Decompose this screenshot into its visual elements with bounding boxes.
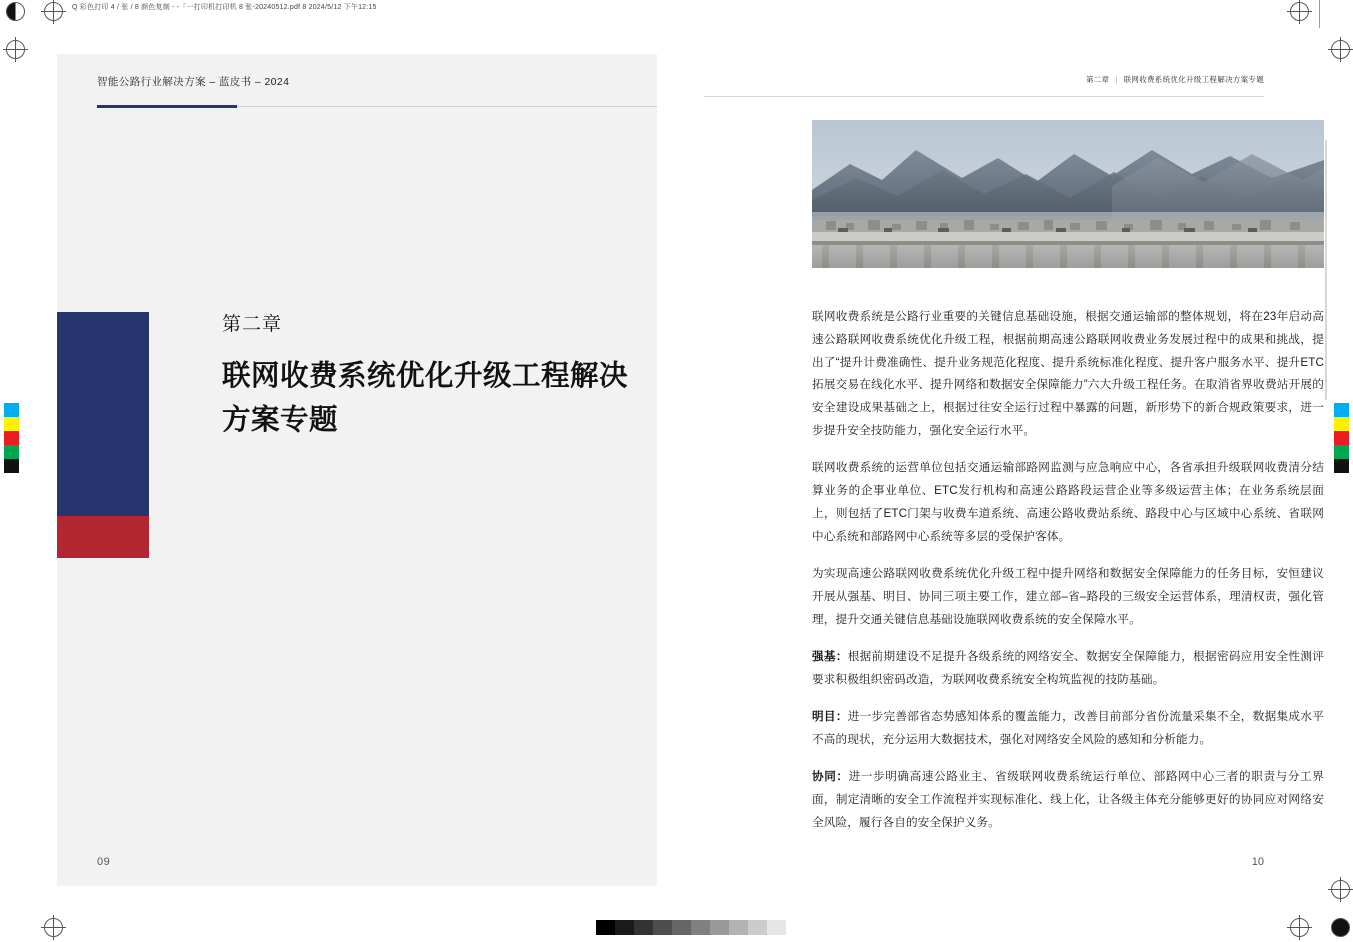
color-bar-right	[1334, 403, 1349, 473]
registration-mark-top-left	[6, 2, 25, 21]
paragraph-with-lead	[812, 766, 1324, 835]
crosshair-mark-right-upper	[1331, 40, 1350, 59]
crosshair-mark-bottom-left	[44, 918, 63, 937]
registration-mark-bottom-right	[1331, 918, 1350, 937]
left-page	[57, 54, 657, 886]
edge-tick-right	[1319, 0, 1320, 28]
paragraph: 联网收费系统是公路行业重要的关键信息基础设施，根据交通运输部的整体规划，将在23年启动高速公路联网收费系统优化升级工程，根据前期高速公路联网收费业务发展过程中的成果和挑战，提出了“提升计费准确性、提升业务规范化程度、提升系统标准化程度、提升客户服务水平、提升ETC拓展交易在线化水平、提升网络和数据安全保障能力”六大升级工程任务。在取消省界收费站开展的安全建设成果基础之上，根据过往安全运行过程中暴露的问题，新形势下的新合规政策要求，进一步提升安全技防能力，强化安全运行水平。	[812, 309, 1324, 438]
right-page	[657, 54, 1324, 886]
paragraph: 为实现高速公路联网收费系统优化升级工程中提升网络和数据安全保障能力的任务目标，安恒建议开展从强基、明目、协同三项主要工作，建立部–省–路段的三级安全运营体系，理清权责，强化管理，提升交通关键信息基础设施联网收费系统的安全保障水平。	[812, 567, 1324, 627]
crosshair-mark-top-right	[1290, 2, 1309, 21]
paragraph-body: 进一步完善部省态势感知体系的覆盖能力，改善目前部分省份流量采集不全，数据集成水平不高的现状，充分运用大数据技术，强化对网络安全风险的感知和分析能力。	[812, 709, 1324, 746]
print-control-strip	[0, 0, 1353, 20]
crosshair-mark-bottom-right	[1290, 918, 1309, 937]
right-header-rule	[704, 96, 1264, 97]
right-page-header	[704, 74, 1264, 85]
left-page-header	[97, 74, 617, 99]
header-separator: |	[1115, 75, 1118, 84]
grayscale-bar	[596, 920, 786, 935]
crosshair-mark-right-lower	[1331, 880, 1350, 899]
paragraph-lead: 协同：	[812, 769, 849, 783]
crosshair-mark-left-upper	[6, 40, 25, 59]
paragraph-lead: 明目：	[812, 709, 848, 723]
document-spread	[57, 54, 1324, 886]
hero-photo-illustration	[812, 120, 1324, 268]
header-rule-light	[237, 106, 697, 107]
page-number-right: 10	[1251, 856, 1264, 868]
left-header-text: 智能公路行业解决方案 – 蓝皮书 – 2024	[97, 76, 290, 88]
right-header-title: 联网收费系统优化升级工程解决方案专题	[1123, 75, 1264, 84]
chapter-number-label: 第二章	[222, 314, 283, 335]
right-header-chapter: 第二章	[1085, 75, 1110, 84]
paragraph: 联网收费系统的运营单位包括交通运输部路网监测与应急响应中心，各省承担升级联网收费清分结算业务的企事业单位、ETC发行机构和高速公路路段运营企业等多级运营主体；在业务系统层面上，则包括了ETC门架与收费车道系统、高速公路收费站系统、路段中心与区域中心系统、省联网中心系统和部路网中心系统等多层的受保护客体。	[812, 461, 1324, 544]
hero-photo	[812, 120, 1324, 268]
paragraph-lead: 强基：	[812, 649, 848, 663]
paragraph-with-lead	[812, 706, 1324, 752]
chapter-block-red	[57, 516, 149, 558]
print-job-label: Q 彩色打印 4 / 张 / 8 颜色复制 - -「一打印机打印机 8 张-20240512.pdf 8 2024/5/12 下午12:15	[72, 4, 377, 11]
chapter-title: 联网收费系统优化升级工程解决方案专题	[222, 360, 629, 437]
paragraph-body: 进一步明确高速公路业主、省级联网收费系统运行单位、部路网中心三者的职责与分工界面，制定清晰的安全工作流程并实现标准化、线上化，让各级主体充分能够更好的协同应对网络安全风险，履行各自的安全保护义务。	[812, 769, 1324, 829]
paragraph-body: 根据前期建设不足提升各级系统的网络安全、数据安全保障能力，根据密码应用安全性测评要求积极组织密码改造，为联网收费系统安全构筑监视的技防基础。	[812, 649, 1324, 686]
edge-rule-right	[1325, 140, 1327, 400]
chapter-block-blue	[57, 312, 149, 516]
body-text-column	[812, 294, 1324, 849]
page-number-left: 09	[97, 856, 111, 868]
paragraph-with-lead	[812, 646, 1324, 692]
header-rule-accent	[97, 105, 237, 108]
color-bar-left	[4, 403, 19, 473]
crosshair-mark-top-left	[44, 2, 63, 21]
